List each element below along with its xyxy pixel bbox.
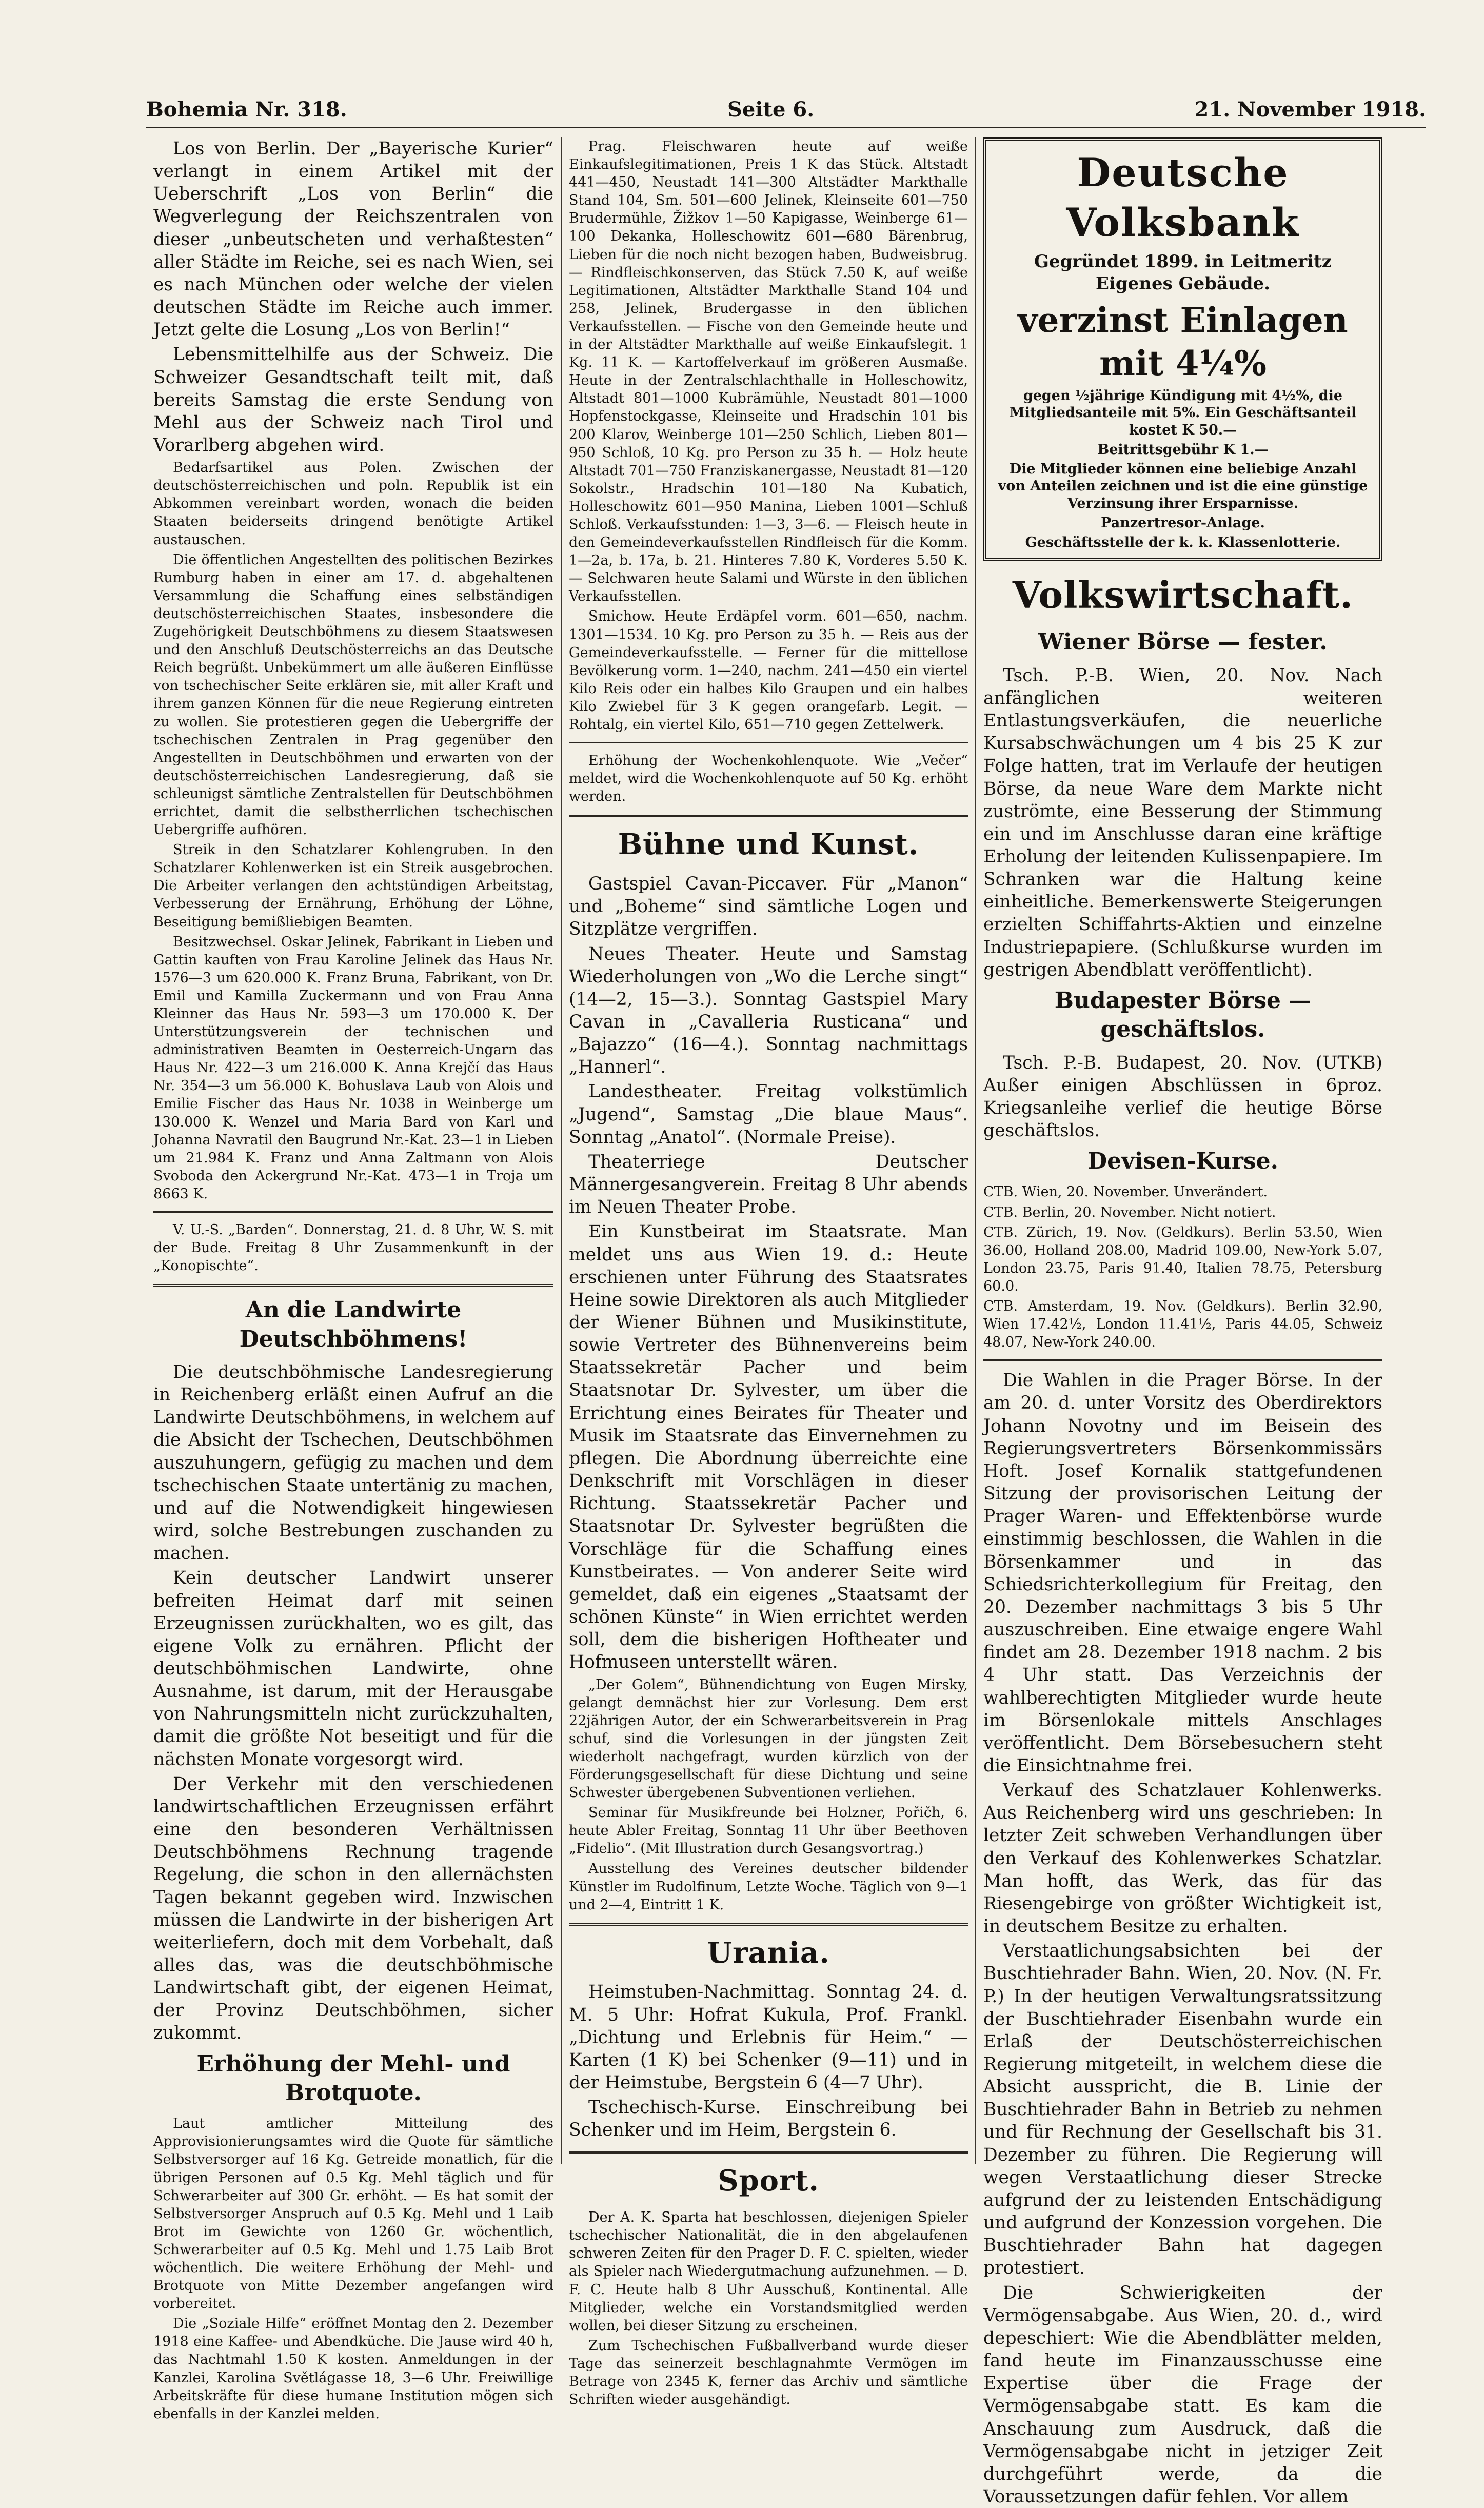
divider <box>983 1359 1382 1361</box>
subsection-devisen: Devisen-Kurse. <box>1087 1148 1278 1175</box>
article-bedarfsartikel: Bedarfsartikel aus Polen. Zwischen der deutschösterreichischen und poln. Republik ist ein Abkommen vereinbart worden, wonach die beiden Staaten beiderseits dringend benötigte Artikel austauschen. <box>153 460 553 548</box>
divider <box>153 1211 553 1213</box>
ad-interest-rate: verzinst Einlagen mit 4¼% <box>1018 300 1348 384</box>
buehne-neues-theater: Neues Theater. Heute und Samstag Wiederholungen von „Wo die Lerche singt“ (14—2, 15—3.). Sonntag Gastspiel Mary Cavan in „Cavalleria Rusticana“ und „Bajazzo“ (16—4.). Sonntag nachmittags „Hannerl“. <box>569 943 968 1078</box>
rate-wien: CTB. Wien, 20. November. Unverändert. <box>983 1184 1268 1200</box>
section-title-buehne: Bühne und Kunst. <box>618 827 919 862</box>
ad-fee: Beitrittsgebühr K 1.— <box>1097 441 1269 458</box>
rate-berlin: CTB. Berlin, 20. November. Nicht notiert. <box>983 1204 1276 1220</box>
divider <box>569 1923 968 1926</box>
article-barden: V. U.-S. „Barden“. Donnerstag, 21. d. 8 Uhr, W. S. mit der Bude. Freitag 8 Uhr Zusammenkunft in der „Konopischte“. <box>153 1222 553 1274</box>
divider <box>569 815 968 817</box>
buehne-gastspiel: Gastspiel Cavan-Piccaver. Für „Manon“ und „Boheme“ sind sämtliche Logen und Sitzplätze vergriffen. <box>569 874 968 940</box>
divider <box>569 2151 968 2154</box>
section-title-volkswirtschaft: Volkswirtschaft. <box>1012 573 1354 617</box>
article-besitzwechsel: Besitzwechsel. Oskar Jelinek, Fabrikant in Lieben und Gattin kauften von Frau Karoline Jelinek das Haus Nr. 1576—3 um 620.000 K. Franz Bruna, Fabrikant, von Dr. Emil und Kamilla Zuckermann und von Frau Anna Kleinner das Haus Nr. 593—3 um 170.000 K. Der Unterstützungsverein der technischen und administrativen Beamten in Oesterreich-Ungarn das Haus Nr. 422—3 um 216.000 K. Anna Krejčí das Haus Nr. 354—3 um 56.000 K. Bohuslava Laub von Alois und Emilie Fischer das Haus Nr. 1038 in Weinberge um 130.000 K. Wenzel und Maria Bard von Karl und Johanna Navratil den Baugrund Nr.-Kat. 23—1 in Lieben um 21.984 K. Franz und Anna Zaltmann von Alois Svoboda den Ackergrund Nr.-Kat. 473—1 in Troja um 8663 K. <box>153 934 553 1202</box>
ad-founded: Gegründet 1899. <box>1034 251 1199 272</box>
article-prager-boerse-wahlen: Die Wahlen in die Prager Börse. In der am 20. d. unter Vorsitz des Oberdirektors Johann Novotny und im Beisein des Regierungsvertreters Börsenkommissärs Hoft. Josef Kornalik stattgefundenen Sitzung der provisorischen Leitung der Prager Waren- und Effektenbörse wurde einstimmig beschlossen, die Wahlen in die Börsenkammer und in das Schiedsrichterkollegium für Freitag, den 20. Dezember nachmittags 3 bis 5 Uhr auszuschreiben. Eine etwaige engere Wahl findet am 28. Dezember 1918 nachm. 2 bis 4 Uhr statt. Das Verzeichnis der wahlberechtigten Mitglieder wurde heute im Börsenlokale mittels Anschlages veröffentlicht. Dem Börsebesuchern steht die Einsichtnahme frei. <box>983 1370 1382 1776</box>
sport-fussballverband: Zum Tschechischen Fußballverband wurde dieser Tage das seinerzeit beschlagnahmte Vermögen im Betrage von 2345 K, ferner das Archiv und sämtliche Schriften wieder ausgehändigt. <box>569 2337 968 2408</box>
ad-location-line <box>996 251 1370 295</box>
ad-city: in Leitmeritz <box>1204 251 1332 272</box>
buehne-golem: „Der Golem“, Bühnendichtung von Eugen Mirsky, gelangt demnächst hier zur Vorlesung. Dem erst 22jährigen Autor, der ein Schwerarbeitsverein in Prag schuf, sind die Vorlesungen in der jüngsten Zeit wiederholt nachgefragt, wurden kürzlich von der Förderungsgesellschaft für diese Dichtung und seine Schwester übergebenen Subventionen verliehen. <box>569 1676 968 1801</box>
buehne-kunstbeirat: Ein Kunstbeirat im Staatsrate. Man meldet uns aus Wien 19. d.: Heute erschienen unter Führung des Staatsrates Heine sowie Direktoren als auch Mitglieder der Wiener Bühnen und Musikinstitute, sowie Vertreter des Bühnenvereins beim Staatssekretär Pacher und beim Staatsnotar Dr. Sylvester, um über die Errichtung eines Beirates für Theater und Musik im Staatsrate das Einvernehmen zu pflegen. Die Abordnung überreichte eine Denkschrift mit Vorschlägen in dieser Richtung. Staatssekretär Pacher und Staatsnotar Dr. Sylvester begrüßten die Vorschläge für die Schaffung eines Kunstbeirates. — Von anderer Seite wird gemeldet, daß ein eigenes „Staatsamt der schönen Künste“ in Wien errichtet werden soll, dem die bisherigen Hoftheater und Hofmuseen unterstellt wären. <box>569 1221 968 1673</box>
buehne-landestheater: Landestheater. Freitag volkstümlich „Jugend“, Samstag „Die blaue Maus“. Sonntag „Anatol“. (Normale Preise). <box>569 1081 968 1148</box>
urania-kurse: Tschechisch-Kurse. Einschreibung bei Schenker und im Heim, Bergstein 6. <box>569 2097 968 2141</box>
article-kohlenquote: Erhöhung der Wochenkohlenquote. Wie „Večer“ meldet, wird die Wochenkohlenquote auf 50 Kg. erhöht werden. <box>569 753 968 805</box>
advertisement-volksbank <box>983 137 1382 561</box>
rate-amsterdam: CTB. Amsterdam, 19. Nov. (Geldkurs). Berlin 32.90, Wien 17.42½, London 11.41½, Paris 44.05, Schweiz 48.07, New-York 240.00. <box>983 1298 1382 1351</box>
column-1 <box>146 137 561 2422</box>
buehne-seminar: Seminar für Musikfreunde bei Holzner, Pořičh, 6. heute Abler Freitag, Sonntag 11 Uhr über Beethoven „Fidelio“. (Mit Illustration durch Gesangsvortrag.) <box>569 1805 968 1857</box>
article-smichow: Smichow. Heute Erdäpfel vorm. 601—650, nachm. 1301—1534. 10 Kg. pro Person zu 35 h. — Reis aus der Gemeindeverkaufsstelle. — Ferner für die mittellose Bevölkerung vorm. 1—240, nachm. 241—450 ein viertel Kilo Reis oder ein halbes Kilo Graupen und ein halbes Kilo Zwiebel für 3 K gegen orangefarb. Legit. — Rohtalg, ein viertel Kilo, 651—710 gegen Zettelwerk. <box>569 608 968 733</box>
article-vermoegensabgabe: Die Schwierigkeiten der Vermögensabgabe. Aus Wien, 20. d., wird depeschiert: Wie die Abendblätter melden, fand heute im Finanzausschusse eine Expertise über die Frage der Vermögensabgabe statt. Es kam die Anschauung zum Ausdruck, daß die Vermögensabgabe nicht in jetziger Zeit durchgeführt werde, da die Voraussetzungen dafür fehlen. Vor allem <box>983 2282 1382 2507</box>
section-title-urania: Urania. <box>707 1936 830 1970</box>
ad-lotterie: Geschäftsstelle der k. k. Klassenlotterie. <box>1025 534 1341 550</box>
divider <box>569 742 968 743</box>
landwirte-paragraph-3: Der Verkehr mit den verschiedenen landwirtschaftlichen Erzeugnissen erfährt eine den besonderen Verhältnissen Deutschböhmens Rechnung tragende Regelung, die schon in den allernächsten Tagen bekannt gegeben wird. Inzwischen müssen die Landwirte in der bisherigen Art weiterliefern, doch mit dem Vorbehalt, daß alles das, was die deutschböhmische Landwirtschaft gibt, der eigenen Heimat, der Provinz Deutschböhmen, sicher zukommt. <box>153 1773 553 2044</box>
section-title-landwirte: An die Landwirte Deutschböhmens! <box>239 1297 468 1352</box>
ad-building: Eigenes Gebäude. <box>1096 273 1270 294</box>
exchange-rates <box>983 1183 1382 1351</box>
article-los-von-berlin: Los von Berlin. Der „Bayerische Kurier“ verlangt in einem Artikel mit der Ueberschrift „Los von Berlin“ die Wegverlegung der Reichszentralen von dieser „unbeutscheten und verhaßtesten“ aller Städte im Reiche, sei es nach Wien, sei es nach München oder welche der vielen deutschen Städte im Reiche auch immer. Jetzt gelte die Losung „Los von Berlin!“ <box>153 139 553 341</box>
wiener-boerse-report: Tsch. P.-B. Wien, 20. Nov. Nach anfänglichen weiteren Entlastungsverkäufen, die neuerliche Kursabschwächungen um 4 bis 25 K zur Folge hatten, trat im Verlaufe der heutigen Börse, da neue Ware dem Markte nicht zuströmte, eine Besserung der Stimmung ein und im Anschlusse daran eine kräftige Erholung der leitenden Kulissenpapiere. Im Schranken war die Haltung keine einheitliche. Bemerkenswerte Steigerungen erzielten Schiffahrts-Aktien und einzelne Industriepapiere. (Schlußkurse wurden im gestrigen Abendblatt veröffentlicht). <box>983 665 1382 980</box>
landwirte-paragraph-2: Kein deutscher Landwirt unserer befreiten Heimat darf mit seinen Erzeugnissen zurückhalten, wo es gilt, das eigene Volk zu ernähren. Pflicht der deutschböhmischen Landwirte, ohne Ausnahme, ist darum, mit der Herausgabe von Nahrungsmitteln nicht zurückzuhalten, damit die größte Not beseitigt und für die nächsten Monate vorgesorgt wird. <box>153 1568 553 1770</box>
ad-title: Deutsche Volksbank <box>1066 150 1300 246</box>
article-buschtiehrader-bahn: Verstaatlichungsabsichten bei der Buschtiehrader Bahn. Wien, 20. Nov. (N. Fr. P.) In der heutigen Verwaltungsratssitzung der Buschtiehrader Eisenbahn wurde ein Erlaß der Deutschösterreichischen Regierung mitgeteilt, in welchem diese die Absicht ausspricht, die B. Linie der Buschtiehrader Bahn in Betrieb zu nehmen und für Rechnung der Gesellschaft bis 31. Dezember zu führen. Die Regierung will wegen Verstaatlichung dieser Strecke aufgrund der zu leistenden Entschädigung und aufgrund der Konzession vorgehen. Die Buschtiehrader Bahn hat dagegen protestiert. <box>983 1941 1382 2279</box>
budapester-boerse-report: Tsch. P.-B. Budapest, 20. Nov. (UTKB) Außer einigen Abschlüssen in 6proz. Kriegsanleihe verlief die heutige Börse geschäftslos. <box>983 1052 1382 1141</box>
ad-members: Die Mitglieder können eine beliebige Anzahl von Anteilen zeichnen und ist die eine günstige Verzinsung ihrer Ersparnisse. <box>998 461 1368 511</box>
article-lebensmittelhilfe: Lebensmittelhilfe aus der Schweiz. Die Schweizer Gesandtschaft teilt mit, daß bereits Samstag die erste Sendung von Mehl aus der Schweiz nach Tirol und Vorarlberg abgehen wird. <box>153 344 553 456</box>
buehne-ausstellung: Ausstellung des Vereines deutscher bildender Künstler im Rudolfinum, Letzte Woche. Täglich von 9—1 und 2—4, Eintritt 1 K. <box>569 1861 968 1913</box>
article-angestellten: Die öffentlichen Angestellten des politischen Bezirkes Rumburg haben in einer am 17. d. abgehaltenen Versammlung die Schaffung eines selbständigen deutschösterreichischen Staates, insbesondere die Zugehörigkeit Deutschböhmens zu diesem Staatswesen und den Anschluß Deutschösterreichs an das Deutsche Reich begrüßt. Unbekümmert um alle äußeren Einflüsse von tschechischer Seite erklären sie, mit aller Kraft und ihrem ganzen Können für die neue Regierung eintreten zu wollen. Sie protestieren gegen die Uebergriffe der tschechischen Zentralen in Prag gegenüber den Angestellten in Deutschböhmen und erwarten von der deutschösterreichischen Landesregierung, daß sie schleunigst sämtliche Zentralstellen für Deutschböhmen errichtet, damit die selbstherrlichen tschechischen Uebergriffe aufhören. <box>153 551 553 838</box>
article-streik: Streik in den Schatzlarer Kohlengruben. In den Schatzlarer Kohlenwerken ist ein Streik ausgebrochen. Die Arbeiter verlangen den achtstündigen Arbeitstag, Verbesserung der Ernährung, Erhöhung der Löhne, Beseitigung bemißliebigen Beamten. <box>153 842 553 930</box>
mehlquote-paragraph-1: Laut amtlicher Mitteilung des Approvisionierungsamtes wird die Quote für sämtliche Selbstversorger auf 16 Kg. Getreide monatlich, für die übrigen Personen auf 0.5 Kg. Mehl täglich und für Schwerarbeiter auf 300 Gr. erhöht. — Es hat somit der Selbstversorger Anspruch auf 0.5 Kg. Mehl und 1 Laib Brot im Gewichte von 1260 Gr. wöchentlich, Schwerarbeiter auf 0.5 Kg. Mehl und 1.75 Laib Brot wöchentlich. Die weitere Erhöhung der Mehl- und Brotquote von Mitte Dezember angefangen wird vorbereitet. <box>153 2116 553 2312</box>
columns <box>146 137 1426 2507</box>
header-date: 21. November 1918. <box>1194 97 1426 122</box>
article-schatzlauer-kohlenwerk: Verkauf des Schatzlauer Kohlenwerks. Aus Reichenberg wird uns geschrieben: In letzter Zeit schweben Verhandlungen über den Verkauf des Kohlenwerkes Schatzlar. Man hofft, das Werk, das für das Riesengebirge von größter Wichtigkeit ist, in deutschem Besitze zu erhalten. <box>983 1780 1382 1937</box>
ad-tresor: Panzertresor-Anlage. <box>1101 515 1265 531</box>
sport-sparta: Der A. K. Sparta hat beschlossen, diejenigen Spieler tschechischer Nationalität, die in den abgelaufenen schweren Zeiten für den Prager D. F. C. spielten, wieder als Spieler nach Wiedergutmachung aufzunehmen. — D. F. C. Heute halb 8 Uhr Ausschuß, Kontinental. Alle Mitglieder, welche ein Vorstandsmitglied werden wollen, bei dieser Sitzung zu erscheinen. <box>569 2209 968 2334</box>
landwirte-paragraph-1: Die deutschböhmische Landesregierung in Reichenberg erläßt einen Aufruf an die Landwirte Deutschböhmens, in welchem auf die Absicht der Tschechen, Deutschböhmen auszuhungern, gefügig zu machen und dem tschechischen Staate untertänig zu machen, und auf die Notwendigkeit hingewiesen wird, solche Bestrebungen zuschanden zu machen. <box>153 1361 553 1564</box>
ad-terms: gegen ½jährige Kündigung mit 4½%, die Mitgliedsanteile mit 5%. Ein Geschäftsanteil kostet K 50.— <box>1009 387 1357 438</box>
urania-heimstuben: Heimstuben-Nachmittag. Sonntag 24. d. M. 5 Uhr: Hofrat Kukula, Prof. Frankl. „Dichtung und Erlebnis für Heim.“ — Karten (1 K) bei Schenker (9—11) und in der Heimstube, Bergstein 6 (4—7 Uhr). <box>569 1982 968 2094</box>
divider <box>153 1284 553 1287</box>
page-header <box>146 97 1426 128</box>
rate-zuerich: CTB. Zürich, 19. Nov. (Geldkurs). Berlin 53.50, Wien 36.00, Holland 208.00, Madrid 109.00, New-York 5.07, London 23.75, Paris 91.40, Italien 78.75, Petersburg 60.0. <box>983 1224 1382 1294</box>
column-3 <box>975 137 1390 2507</box>
header-page-number: Seite 6. <box>727 97 815 122</box>
mehlquote-paragraph-2: Die „Soziale Hilfe“ eröffnet Montag den 2. Dezember 1918 eine Kaffee- und Abendküche. Die Jause wird 40 h, das Nachtmahl 1.50 K kosten. Anmeldungen in der Kanzlei, Karolina Světlágasse 18, 3—6 Uhr. Freiwillige Arbeitskräfte für diese humane Institution mögen sich ebenfalls in der Kanzlei melden. <box>153 2316 553 2422</box>
section-title-sport: Sport. <box>718 2163 819 2198</box>
subsection-budapester-boerse: Budapester Börse — geschäftslos. <box>1054 987 1312 1043</box>
header-issue: Bohemia Nr. 318. <box>146 97 347 122</box>
column-2 <box>561 137 975 2408</box>
subsection-wiener-boerse: Wiener Börse — fester. <box>1038 629 1328 656</box>
section-title-mehlquote: Erhöhung der Mehl- und Brotquote. <box>196 2050 510 2106</box>
buehne-theaterriege: Theaterriege Deutscher Männergesangverein. Freitag 8 Uhr abends im Neuen Theater Probe. <box>569 1151 968 1218</box>
article-prag-versorgung: Prag. Fleischwaren heute auf weiße Einkaufslegitimationen, Preis 1 K das Stück. Altstadt 441—450, Neustadt 141—300 Altstädter Markthalle Stand 104, Sm. 501—600 Jelinek, Kleinseite 601—750 Brudermühle, Žižkov 1—50 Kapigasse, Weinberge 61—100 Dekanka, Holleschowitz 601—680 Bärenbrug, Lieben für die noch nicht bezogen haben, Budweisbrug. — Rindfleischkonserven, das Stück 7.50 K, auf weiße Legitimationen, Altstädter Markthalle Stand 104 und 258, Jelinek, Brudergasse in den üblichen Verkaufsstellen. — Fische von den Gemeinde heute und in der Altstädter Markthalle auf weiße Einkaufslegit. 1 Kg. 11 K. — Kartoffelverkauf im größeren Ausmaße. Heute in der Zentralschlachthalle in Holleschowitz, Altstadt 801—1000 Kubrämühle, Neustadt 801—1000 Hopfenstockgasse, Kleinseite und Hradschin 101 bis 200 Klarov, Weinberge 101—250 Schlich, Lieben 801—950 Schloß, 10 Kg. pro Person zu 35 h. — Holz heute Altstadt 701—750 Franziskanergasse, Neustadt 81—120 Sokolstr., Hradschin 101—180 Na Kubatich, Holleschowitz 601—950 Manina, Lieben 1001—Schluß Schloß. Verkaufsstunden: 1—3, 3—6. — Fleisch heute in den Gemeindeverkaufsstellen Rindfleisch für die Komm. 1—2a, b. 17a, b. 21. Hinteres 7.80 K, Vorderes 5.50 K. — Selchwaren heute Salami und Würste in den üblichen Verkaufsstellen. <box>569 139 968 605</box>
